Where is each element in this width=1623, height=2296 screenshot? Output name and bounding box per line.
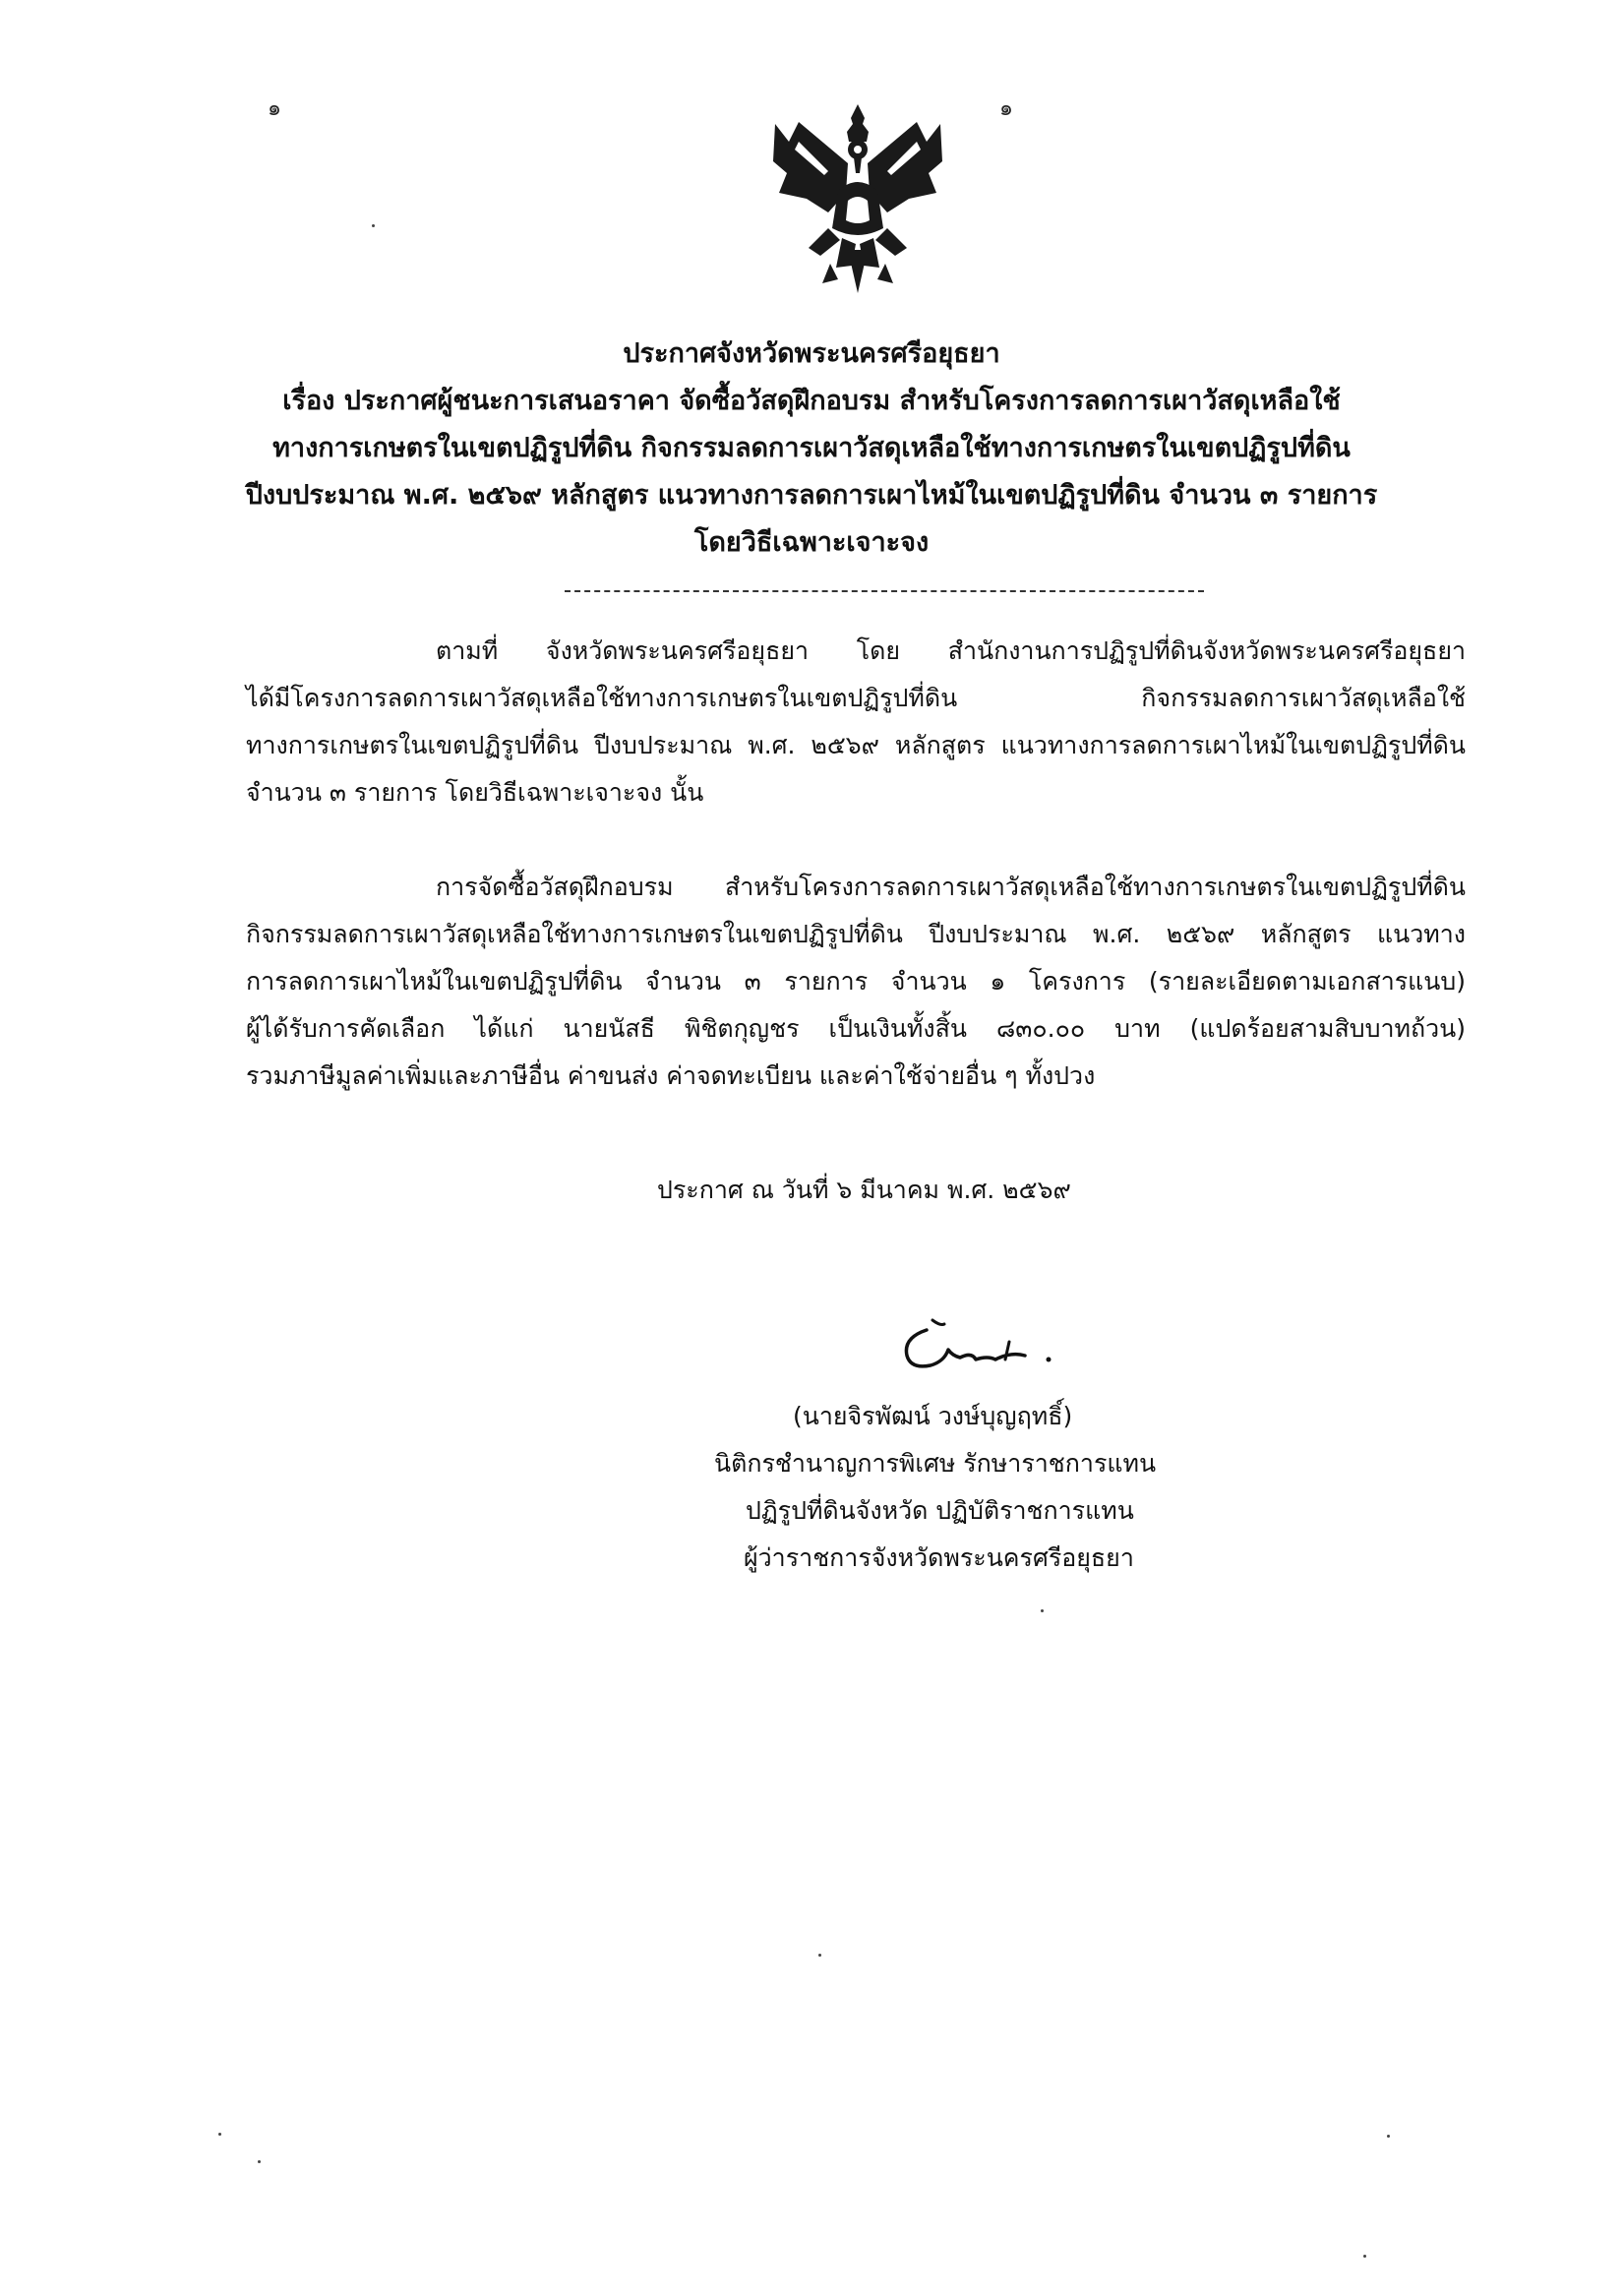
announcement-title: ประกาศจังหวัดพระนครศรีอยุธยา <box>623 338 1000 369</box>
subject-line-1: เรื่อง ประกาศผู้ชนะการเสนอราคา จัดซื้อวัสดุฝึกอบรม สำหรับโครงการลดการเผาวัสดุเหลือใช้ <box>282 386 1341 416</box>
page-mark-right: ๑ <box>999 96 1013 121</box>
paragraph1-line: ได้มีโครงการลดการเผาวัสดุเหลือใช้ทางการเกษตรในเขตปฏิรูปที่ดิน กิจกรรมลดการเผาวัสดุเหลือใช้ <box>246 684 1466 712</box>
paragraph1-line: ทางการเกษตรในเขตปฏิรูปที่ดิน ปีงบประมาณ พ.ศ. ๒๕๖๙ หลักสูตร แนวทางการลดการเผาไหม้ในเขตปฏิรูปที่ดิน <box>246 731 1466 759</box>
page-mark-left: ๑ <box>268 96 281 121</box>
paragraph2-line: ผู้ได้รับการคัดเลือก ได้แก่ นายนัสธี พิชิตกุญชร เป็นเงินทั้งสิ้น ๘๓๐.๐๐ บาท (แปดร้อยสามสิบบาทถ้วน) <box>246 1014 1467 1043</box>
scan-speck <box>1363 2255 1366 2258</box>
subject-line-3: ปีงบประมาณ พ.ศ. ๒๕๖๙ หลักสูตร แนวทางการลดการเผาไหม้ในเขตปฏิรูปที่ดิน จำนวน ๓ รายการ <box>245 480 1378 511</box>
signatory-position: ปฏิรูปที่ดินจังหวัด ปฏิบัติราชการแทน <box>746 1496 1134 1525</box>
signatory-position: ผู้ว่าราชการจังหวัดพระนครศรีอยุธยา <box>744 1543 1134 1572</box>
signatory-name: (นายจิรพัฒน์ วงษ์บุญฤทธิ์) <box>793 1402 1073 1430</box>
scan-speck <box>372 224 375 227</box>
paragraph1-line: ตามที่ จังหวัดพระนครศรีอยุธยา โดย สำนักงานการปฏิรูปที่ดินจังหวัดพระนครศรีอยุธยา <box>436 636 1466 665</box>
scan-speck <box>1041 1609 1044 1612</box>
scan-speck <box>218 2133 221 2136</box>
handwritten-signature <box>893 1316 1070 1377</box>
subject-line-2: ทางการเกษตรในเขตปฏิรูปที่ดิน กิจกรรมลดการเผาวัสดุเหลือใช้ทางการเกษตรในเขตปฏิรูปที่ดิน <box>272 433 1351 463</box>
paragraph2-line: การจัดซื้อวัสดุฝึกอบรม สำหรับโครงการลดการเผาวัสดุเหลือใช้ทางการเกษตรในเขตปฏิรูปที่ดิน <box>436 873 1466 901</box>
announce-date: ประกาศ ณ วันที่ ๖ มีนาคม พ.ศ. ๒๕๖๙ <box>657 1176 1071 1204</box>
title-divider <box>565 590 1204 592</box>
paragraph2-line: กิจกรรมลดการเผาวัสดุเหลือใช้ทางการเกษตรในเขตปฏิรูปที่ดิน ปีงบประมาณ พ.ศ. ๒๕๖๙ หลักสูตร แนวทาง <box>246 920 1466 948</box>
paragraph2-line: การลดการเผาไหม้ในเขตปฏิรูปที่ดิน จำนวน ๓ รายการ จำนวน ๑ โครงการ (รายละเอียดตามเอกสารแนบ) <box>246 967 1466 996</box>
paragraph1-line: จำนวน ๓ รายการ โดยวิธีเฉพาะเจาะจง นั้น <box>246 778 704 807</box>
signatory-position: นิติกรชำนาญการพิเศษ รักษาราชการแทน <box>714 1449 1157 1478</box>
paragraph2-line: รวมภาษีมูลค่าเพิ่มและภาษีอื่น ค่าขนส่ง ค่าจดทะเบียน และค่าใช้จ่ายอื่น ๆ ทั้งปวง <box>246 1061 1096 1090</box>
scan-speck <box>818 1954 821 1957</box>
garuda-emblem-icon <box>769 102 946 295</box>
subject-line-4: โดยวิธีเฉพาะเจาะจง <box>693 527 930 558</box>
scan-speck <box>258 2160 261 2163</box>
scan-speck <box>1387 2135 1390 2138</box>
